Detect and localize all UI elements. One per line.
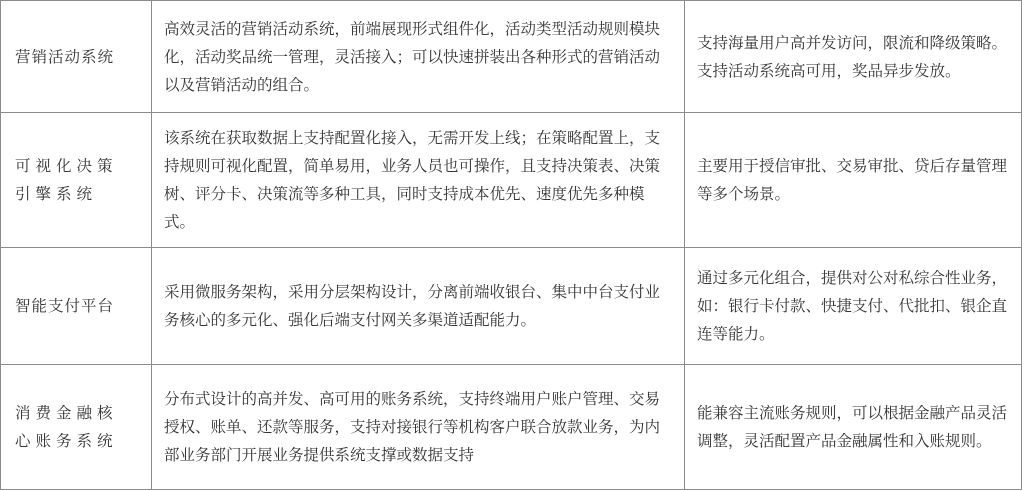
system-features-cell: 支持海量用户高并发访问，限流和降级策略。支持活动系统高可用，奖品异步发放。 [685, 1, 1022, 113]
system-features-cell: 主要用于授信审批、交易审批、贷后存量管理等多个场景。 [685, 113, 1022, 248]
system-name-cell: 可视化决策引擎系统 [1, 113, 152, 248]
table-row [1, 365, 1022, 490]
system-description-cell: 分布式设计的高并发、高可用的账务系统，支持终端用户账户管理、交易授权、账单、还款等服务，支持对接银行等机构客户联合放款业务，为内部业务部门开展业务提供系统支撑或数据支持 [152, 365, 685, 490]
system-description-cell: 高效灵活的营销活动系统，前端展现形式组件化，活动类型活动规则模块化，活动奖品统一管理，灵活接入；可以快速拼装出各种形式的营销活动以及营销活动的组合。 [152, 1, 685, 113]
system-features-cell: 通过多元化组合，提供对公对私综合性业务，如：银行卡付款、快捷支付、代批扣、银企直连等能力。 [685, 248, 1022, 365]
system-features-cell: 能兼容主流账务规则，可以根据金融产品灵活调整，灵活配置产品金融属性和入账规则。 [685, 365, 1022, 490]
system-description-cell: 该系统在获取数据上支持配置化接入，无需开发上线；在策略配置上，支持规则可视化配置，简单易用，业务人员也可操作，且支持决策表、决策树、评分卡、决策流等多种工具，同时支持成本优先、速度优先多种模式。 [152, 113, 685, 248]
system-name-cell: 营销活动系统 [1, 1, 152, 113]
table-row [1, 1, 1022, 113]
system-description-cell: 采用微服务架构，采用分层架构设计，分离前端收银台、集中中台支付业务核心的多元化、强化后端支付网关多渠道适配能力。 [152, 248, 685, 365]
system-name-cell: 消费金融核心账务系统 [1, 365, 152, 490]
table-row [1, 248, 1022, 365]
system-name-cell: 智能支付平台 [1, 248, 152, 365]
table-row [1, 113, 1022, 248]
